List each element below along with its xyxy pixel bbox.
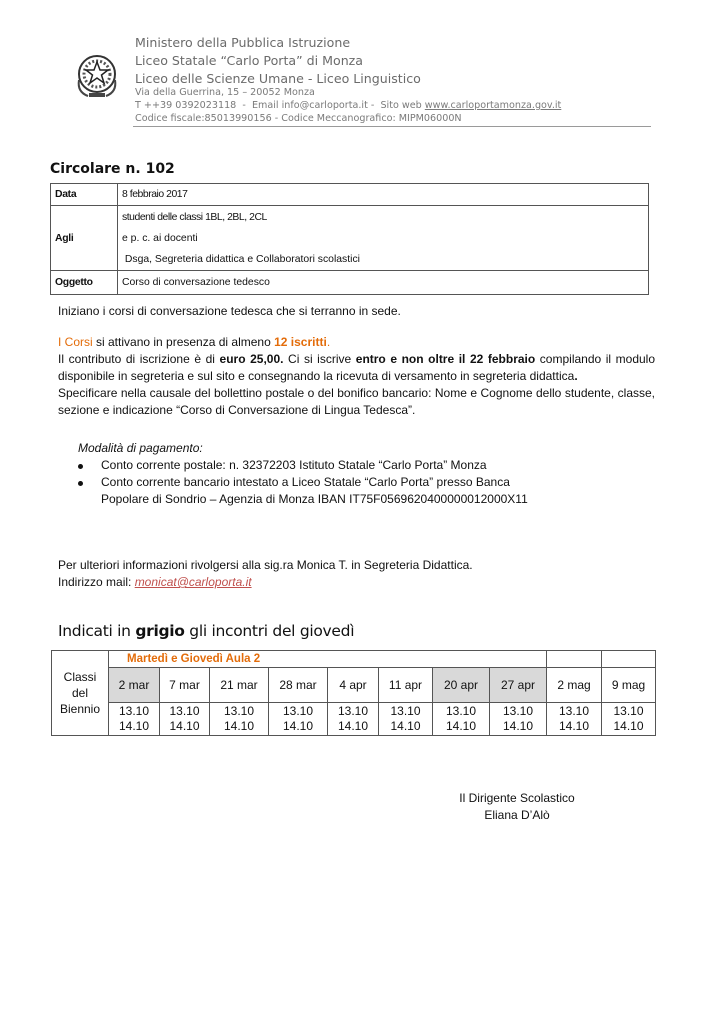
schedule-time-cell xyxy=(602,703,656,736)
info-row-data xyxy=(51,184,649,206)
min-enrollment-line xyxy=(58,334,655,351)
recipients-staff: Dsga, Segreteria didattica e Collaboratori scolastici xyxy=(122,254,360,265)
schedule-time-end: 14.10 xyxy=(169,719,200,733)
info-label-data: Data xyxy=(51,184,118,206)
courses-period: . xyxy=(326,335,331,349)
fee-text-a: Il contributo di iscrizione è di xyxy=(58,352,220,366)
schedule-title-row xyxy=(52,651,656,668)
schedule-time-end: 14.10 xyxy=(282,719,314,733)
classes-label-line: Biennio xyxy=(59,702,101,716)
contacts-text: T ++39 0392023118 - Email info@carloporta.it - Sito web xyxy=(135,100,425,111)
schedule-time-start: 13.10 xyxy=(337,704,369,718)
min-enrollment-count: 12 iscritti xyxy=(274,335,327,349)
recipients-teachers: e p. c. ai docenti xyxy=(122,233,198,244)
payment-bank-account-line2: Popolare di Sondrio – Agenzia di Monza IBAN IT75F0569620400000012000X11 xyxy=(101,492,528,506)
schedule-time-start: 13.10 xyxy=(282,704,314,718)
fee-period: . xyxy=(574,369,578,383)
email-label: Indirizzo mail: xyxy=(58,575,135,589)
classes-label-line: Classi xyxy=(63,670,97,684)
italian-republic-emblem-icon xyxy=(74,50,120,100)
info-row-agli xyxy=(51,206,649,271)
schedule-time-start: 13.10 xyxy=(223,704,255,718)
info-label-agli: Agli xyxy=(51,206,118,271)
schedule-title-blank xyxy=(547,651,602,668)
bullet-icon xyxy=(78,481,83,486)
school-type: Liceo delle Scienze Umane - Liceo Linguistico xyxy=(135,71,421,86)
fee-paragraph xyxy=(58,351,659,385)
fee-text-b: Ci si iscrive xyxy=(283,352,356,366)
schedule-time-start: 13.10 xyxy=(169,704,200,718)
school-address: Via della Guerrina, 15 – 20052 Monza xyxy=(135,87,315,98)
schedule-time-start: 13.10 xyxy=(558,704,590,718)
schedule-date-cell: 9 mag xyxy=(602,668,656,703)
circolare-info-table xyxy=(50,183,649,295)
schedule-time-cell xyxy=(490,703,547,736)
schedule-time-end: 14.10 xyxy=(337,719,369,733)
school-codes: Codice fiscale:85013990156 - Codice Meccanografico: MIPM06000N xyxy=(135,113,462,124)
courses-highlight: I Corsi xyxy=(58,335,93,349)
schedule-time-cell xyxy=(328,703,379,736)
schedule-date-cell: 4 apr xyxy=(328,668,379,703)
schedule-heading xyxy=(58,622,354,640)
schedule-time-cell xyxy=(109,703,160,736)
schedule-time-cell xyxy=(160,703,210,736)
schedule-heading-grey: grigio xyxy=(135,622,185,640)
info-value-agli xyxy=(118,206,649,271)
info-contact-line: Per ulteriori informazioni rivolgersi alla sig.ra Monica T. in Segreteria Didattica. xyxy=(58,558,473,572)
info-value-oggetto: Corso di conversazione tedesco xyxy=(118,271,649,295)
schedule-date-cell: 2 mag xyxy=(547,668,602,703)
enrollment-deadline: entro e non oltre il 22 febbraio xyxy=(355,352,536,366)
schedule-date-cell: 11 apr xyxy=(379,668,433,703)
fee-text-c: compilando il modulo disponibile in segreteria e sul sito e consegnando la ricevuta di versamento in segreteria didattica xyxy=(58,352,659,383)
schedule-time-start: 13.10 xyxy=(118,704,150,718)
schedule-time-end: 14.10 xyxy=(502,719,534,733)
schedule-date-cell: 28 mar xyxy=(269,668,328,703)
website-link[interactable]: www.carloportamonza.gov.it xyxy=(424,100,562,111)
schedule-date-cell: 20 apr xyxy=(433,668,490,703)
signature-block xyxy=(440,790,594,824)
schedule-time-start: 13.10 xyxy=(613,704,644,718)
recipients-students: studenti delle classi 1BL, 2BL, 2CL xyxy=(122,212,267,223)
email-line xyxy=(58,574,252,591)
schedule-heading-a: Indicati in xyxy=(58,622,136,640)
bullet-icon xyxy=(78,464,83,469)
schedule-time-end: 14.10 xyxy=(390,719,421,733)
payment-reason-paragraph: Specificare nella causale del bollettino postale o del bonifico bancario: Nome e Cognome dello studente, classe, sezione e indicazione “Corso di Conversazione di Lingua Tedesca”. xyxy=(58,386,655,417)
schedule-title-blank xyxy=(602,651,656,668)
payment-heading: Modalità di pagamento: xyxy=(78,441,203,455)
schedule-date-cell: 21 mar xyxy=(210,668,269,703)
schedule-table xyxy=(51,650,656,736)
course-details xyxy=(58,334,659,419)
intro-text: Iniziano i corsi di conversazione tedesca che si terranno in sede. xyxy=(58,304,401,318)
fee-amount: euro 25,00. xyxy=(219,352,284,366)
schedule-time-cell xyxy=(210,703,269,736)
courses-text: si attivano in presenza di almeno xyxy=(92,335,275,349)
schedule-time-cell xyxy=(547,703,602,736)
schedule-title: Martedì e Giovedì Aula 2 xyxy=(109,651,547,668)
email-link[interactable]: monicat@carloporta.it xyxy=(134,575,252,589)
schedule-time-end: 14.10 xyxy=(445,719,477,733)
schedule-time-start: 13.10 xyxy=(445,704,477,718)
schedule-time-cell xyxy=(269,703,328,736)
classes-label-cell xyxy=(52,651,109,736)
school-contacts xyxy=(135,100,561,111)
schedule-time-start: 13.10 xyxy=(390,704,421,718)
signature-name: Eliana D’Alò xyxy=(484,808,550,822)
circolare-title: Circolare n. 102 xyxy=(50,161,175,177)
schedule-time-cell xyxy=(379,703,433,736)
schedule-time-end: 14.10 xyxy=(223,719,255,733)
info-label-oggetto: Oggetto xyxy=(51,271,118,295)
classes-label-line: del xyxy=(71,686,88,700)
schedule-date-cell: 27 apr xyxy=(490,668,547,703)
schedule-time-cell xyxy=(433,703,490,736)
schedule-date-row xyxy=(52,668,656,703)
schedule-heading-c: gli incontri del giovedì xyxy=(184,622,355,640)
signature-role: Il Dirigente Scolastico xyxy=(459,791,575,805)
payment-bank-account-line1: Conto corrente bancario intestato a Liceo Statale “Carlo Porta” presso Banca xyxy=(101,475,510,489)
ministry-name: Ministero della Pubblica Istruzione xyxy=(135,35,351,50)
info-value-data: 8 febbraio 2017 xyxy=(118,184,649,206)
info-row-oggetto xyxy=(51,271,649,295)
schedule-date-cell: 7 mar xyxy=(160,668,210,703)
header-divider xyxy=(133,126,651,127)
schedule-time-start: 13.10 xyxy=(502,704,534,718)
schedule-time-row xyxy=(52,703,656,736)
payment-postal-account: Conto corrente postale: n. 32372203 Istituto Statale “Carlo Porta” Monza xyxy=(101,458,487,472)
schedule-time-end: 14.10 xyxy=(613,719,644,733)
school-name: Liceo Statale “Carlo Porta” di Monza xyxy=(135,53,364,68)
schedule-time-end: 14.10 xyxy=(558,719,590,733)
schedule-time-end: 14.10 xyxy=(118,719,150,733)
schedule-date-cell: 2 mar xyxy=(109,668,160,703)
